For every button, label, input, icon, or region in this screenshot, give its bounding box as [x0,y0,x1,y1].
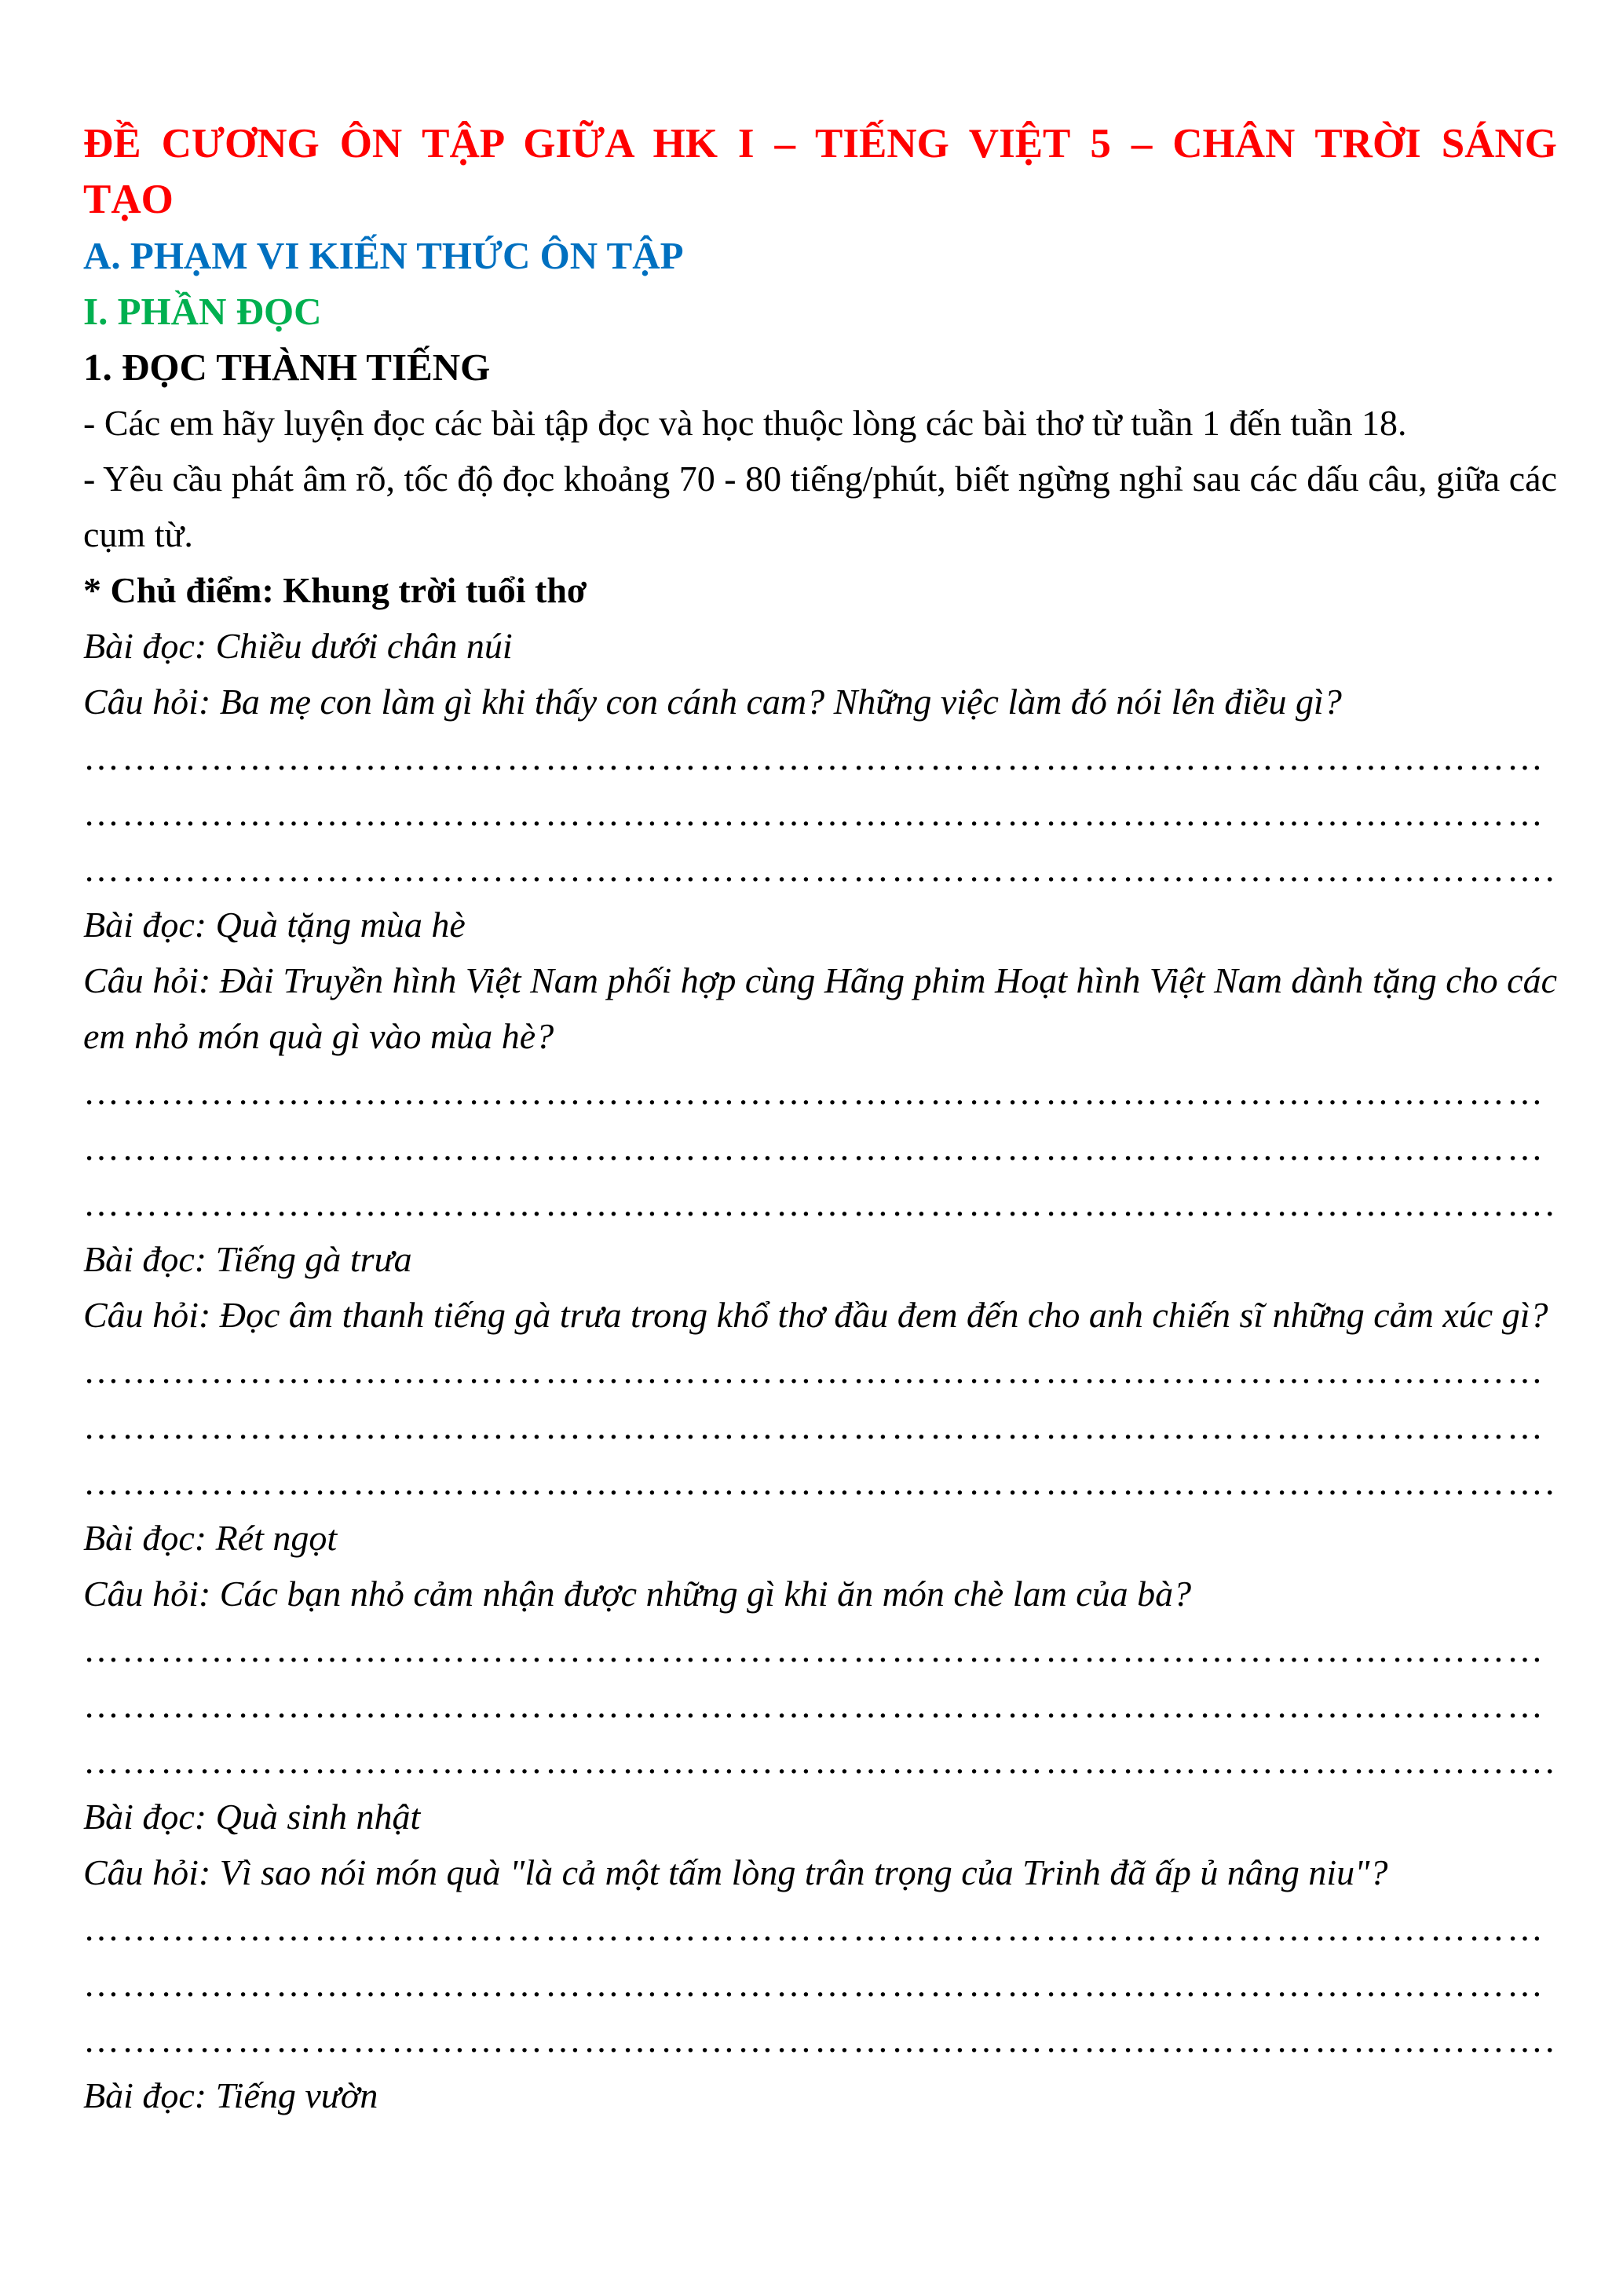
reading-question-2: Câu hỏi: Đài Truyền hình Việt Nam phối hợp cùng Hãng phim Hoạt hình Việt Nam dành tặng cho các em nhỏ món quà gì vào mùa hè? [83,960,1557,1056]
instruction-paragraph-1: - Các em hãy luyện đọc các bài tập đọc và học thuộc lòng các bài thơ từ tuần 1 đến tuần 18. [83,403,1407,443]
reading-label-6: Bài đọc: Tiếng vườn [83,2075,378,2115]
answer-dotted-line: ……………………………………………………………………………………………………. [83,849,1557,889]
answer-dotted-line: …………………………………………………………………………………………………… [83,1685,1545,1725]
answer-dotted-line: …………………………………………………………………………………………………… [83,737,1545,777]
answer-dotted-line: …………………………………………………………………………………………………… [83,793,1545,833]
answer-dotted-line: …………………………………………………………………………………………………… [83,1351,1545,1391]
instruction-paragraph-2: - Yêu cầu phát âm rõ, tốc độ đọc khoảng 70 - 80 tiếng/phút, biết ngừng nghỉ sau các dấu câu, giữa các cụm từ. [83,459,1557,554]
answer-dotted-line: …………………………………………………………………………………………………… [83,1908,1545,1948]
reading-question-4: Câu hỏi: Các bạn nhỏ cảm nhận được những gì khi ăn món chè lam của bà? [83,1574,1192,1614]
reading-label-4: Bài đọc: Rét ngọt [83,1518,338,1558]
reading-question-5: Câu hỏi: Vì sao nói món quà "là cả một tấm lòng trân trọng của Trinh đã ấp ủ nâng niu"? [83,1852,1388,1892]
reading-label-3: Bài đọc: Tiếng gà trưa [83,1239,412,1279]
reading-label-1: Bài đọc: Chiều dưới chân núi [83,626,513,666]
reading-question-3: Câu hỏi: Đọc âm thanh tiếng gà trưa trong khổ thơ đầu đem đến cho anh chiến sĩ những cảm xúc gì? [83,1295,1548,1335]
document-title-line-1: ĐỀ CƯƠNG ÔN TẬP GIỮA HK I – TIẾNG VIỆT 5 – CHÂN TRỜI SÁNG [83,121,1557,166]
answer-dotted-line: ……………………………………………………………………………………………………. [83,1462,1557,1502]
reading-label-2: Bài đọc: Quà tặng mùa hè [83,905,466,945]
section-heading-a: A. PHẠM VI KIẾN THỨC ÔN TẬP [83,234,684,277]
answer-dotted-line: …………………………………………………………………………………………………… [83,1964,1545,2004]
document-title-line-2: TẠO [83,177,174,222]
answer-dotted-line: ……………………………………………………………………………………………………. [83,2020,1557,2060]
subsection-heading-doc-thanh-tieng: 1. ĐỌC THÀNH TIẾNG [83,345,491,389]
reading-question-1: Câu hỏi: Ba mẹ con làm gì khi thấy con cánh cam? Những việc làm đó nói lên điều gì? [83,682,1342,722]
reading-label-5: Bài đọc: Quà sinh nhật [83,1797,421,1837]
answer-dotted-line: …………………………………………………………………………………………………… [83,1629,1545,1669]
answer-dotted-line: …………………………………………………………………………………………………… [83,1406,1545,1446]
answer-dotted-line: ……………………………………………………………………………………………………. [83,1741,1557,1781]
answer-dotted-line: …………………………………………………………………………………………………… [83,1072,1545,1112]
theme-heading: * Chủ điểm: Khung trời tuổi thơ [83,570,587,610]
part-heading-i: I. PHẦN ĐỌC [83,290,322,333]
answer-dotted-line: …………………………………………………………………………………………………… [83,1128,1545,1168]
answer-dotted-line: ……………………………………………………………………………………………………. [83,1183,1557,1223]
